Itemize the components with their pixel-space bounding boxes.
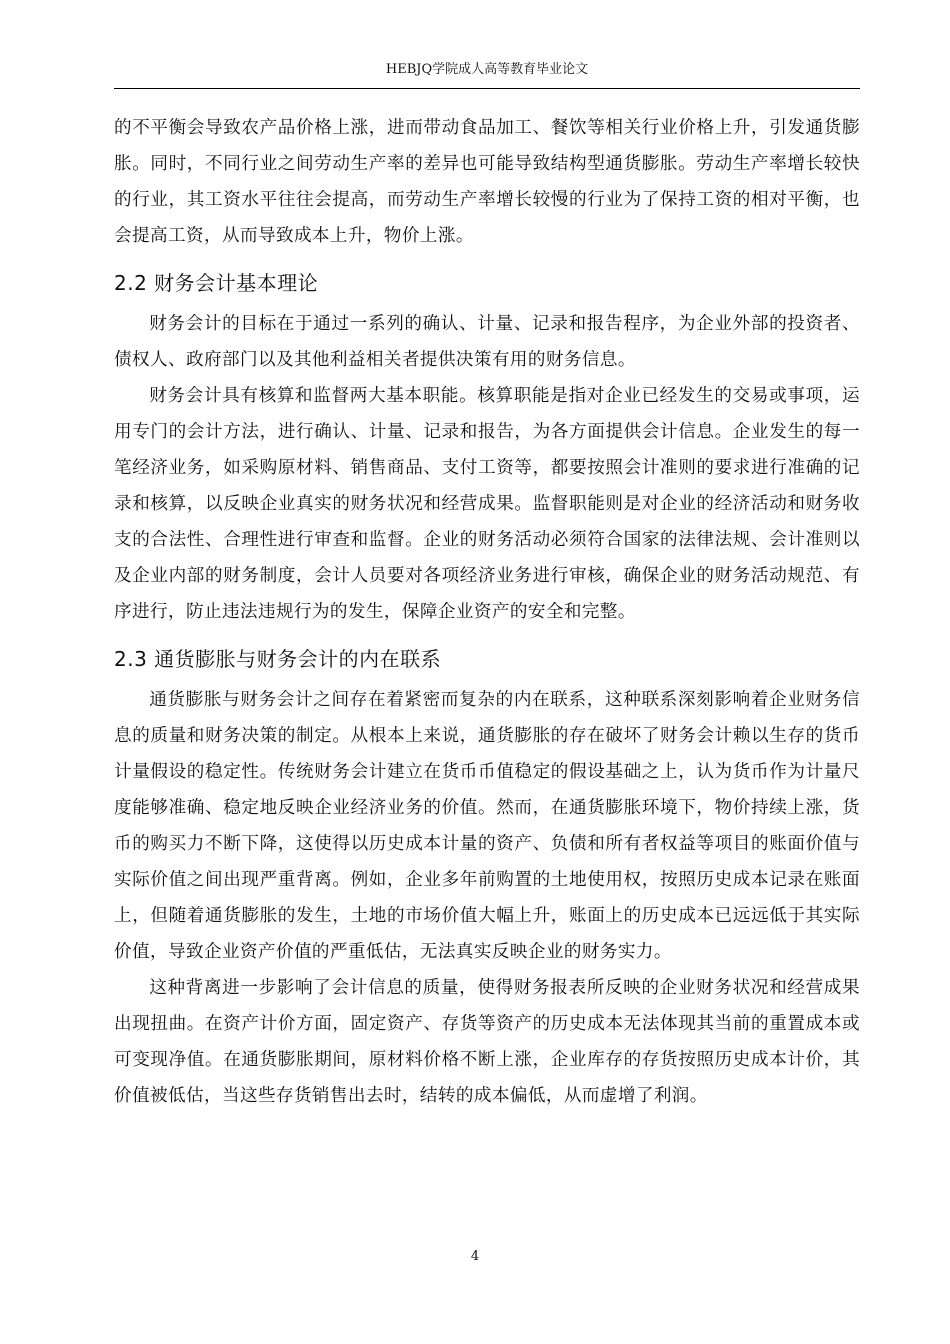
paragraph-information-quality: 这种背离进一步影响了会计信息的质量，使得财务报表所反映的企业财务状况和经营成果出现扭曲。在资产计价方面，固定资产、存货等资产的历史成本无法体现其当前的重置成本或可变现净值。在通货膨胀期间，原材料价格不断上涨，企业库存的存货按照历史成本计价，其价值被低估，当这些存货销售出去时，结转的成本偏低，从而虚增了利润。	[114, 978, 860, 1106]
paragraph-accounting-goal: 财务会计的目标在于通过一系列的确认、计量、记录和报告程序，为企业外部的投资者、债权人、政府部门以及其他利益相关者提供决策有用的财务信息。	[114, 314, 860, 370]
running-header: HEBJQ学院成人高等教育毕业论文	[385, 62, 589, 77]
page-number: 4	[470, 1249, 480, 1264]
paragraph-accounting-functions: 财务会计具有核算和监督两大基本职能。核算职能是指对企业已经发生的交易或事项，运用专门的会计方法，进行确认、计量、记录和报告，为各方面提供会计信息。企业发生的每一笔经济业务，如采购原材料、销售商品、支付工资等，都要按照会计准则的要求进行准确的记录和核算，以反映企业真实的财务状况和经营成果。监督职能则是对企业的经济活动和财务收支的合法性、合理性进行审查和监督。企业的财务活动必须符合国家的法律法规、会计准则以及企业内部的财务制度，会计人员要对各项经济业务进行审核，确保企业的财务活动规范、有序进行，防止违法违规行为的发生，保障企业资产的安全和完整。	[114, 386, 860, 622]
section-heading-2-3: 2.3 通货膨胀与财务会计的内在联系	[114, 647, 442, 671]
page-body	[114, 110, 860, 1114]
paragraph-inflation-link: 通货膨胀与财务会计之间存在着紧密而复杂的内在联系，这种联系深刻影响着企业财务信息的质量和财务决策的制定。从根本上来说，通货膨胀的存在破坏了财务会计赖以生存的货币计量假设的稳定性。传统财务会计建立在货币币值稳定的假设基础之上，认为货币作为计量尺度能够准确、稳定地反映企业经济业务的价值。然而，在通货膨胀环境下，物价持续上涨，货币的购买力不断下降，这使得以历史成本计量的资产、负债和所有者权益等项目的账面价值与实际价值之间出现严重背离。例如，企业多年前购置的土地使用权，按照历史成本记录在账面上，但随着通货膨胀的发生，土地的市场价值大幅上升，账面上的历史成本已远远低于其实际价值，导致企业资产价值的严重低估，无法真实反映企业的财务实力。	[114, 690, 860, 962]
section-heading-2-2: 2.2 财务会计基本理论	[114, 271, 319, 295]
paragraph-continued: 的不平衡会导致农产品价格上涨，进而带动食品加工、餐饮等相关行业价格上升，引发通货膨胀。同时，不同行业之间劳动生产率的差异也可能导致结构型通货膨胀。劳动生产率增长较快的行业，其工资水平往往会提高，而劳动生产率增长较慢的行业为了保持工资的相对平衡，也会提高工资，从而导致成本上升，物价上涨。	[114, 118, 860, 246]
header-divider	[114, 88, 860, 89]
